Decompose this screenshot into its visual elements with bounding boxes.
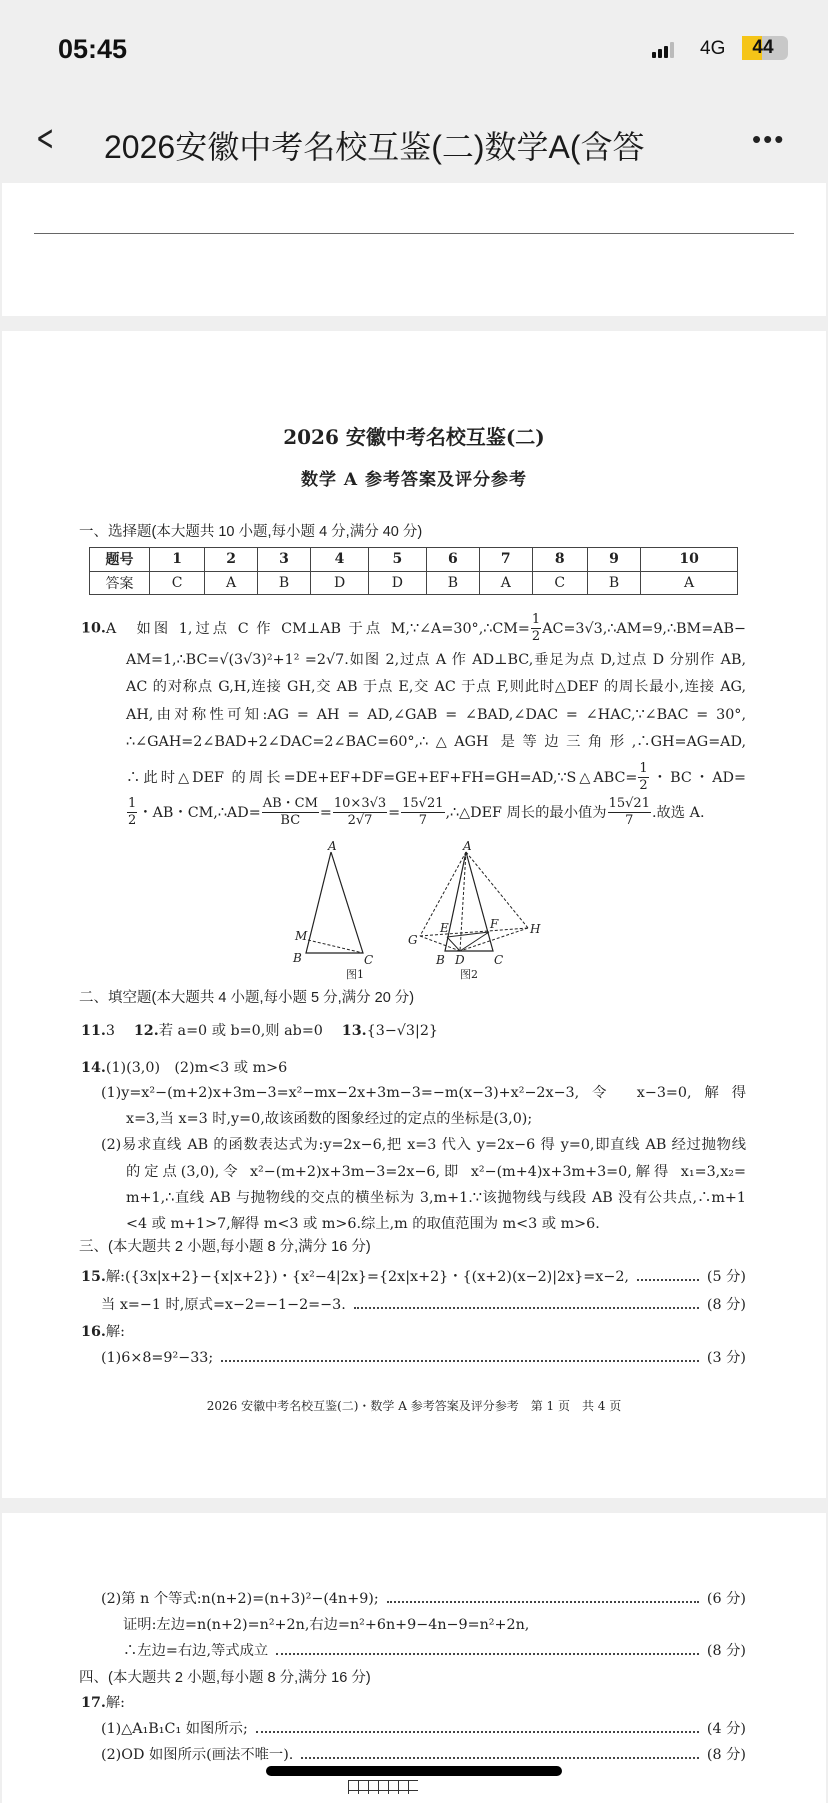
fig2-label-g: G <box>408 933 418 947</box>
fig1-label-c: C <box>364 953 374 967</box>
leader-dots <box>637 1279 699 1281</box>
battery-level: 44 <box>752 37 774 58</box>
answer-table <box>89 547 738 595</box>
q13-number: 13. <box>341 1023 367 1039</box>
score: (6 分) <box>706 1591 746 1607</box>
table-cell-number: 2 <box>205 548 258 572</box>
leader-dots <box>221 1360 699 1362</box>
fraction: $\frac{AB・CM}{BC}$ <box>262 796 318 828</box>
fig2-label-d: D <box>455 953 465 967</box>
table-cell-number: 7 <box>480 548 533 572</box>
q11-number: 11. <box>81 1023 106 1039</box>
q17-step-1: (1)△A₁B₁C₁ 如图所示; <box>101 1721 248 1737</box>
q10-text: AH,由对称性可知:AG = AH = AD,∠GAB = ∠BAD,∠DAC = ∠HAC,∵∠BAC = 30°, <box>126 707 746 723</box>
q14-text: (2)易求直线 AB 的函数表达式为:y=2x−6,把 x=3 代入 y=2x−6 得 y=0,即直线 AB 经过抛物线 <box>101 1137 746 1153</box>
table-row <box>90 548 738 572</box>
fig1-label-a: A <box>328 839 337 853</box>
q14-line <box>81 1058 287 1078</box>
q16-step-1: (1)6×8=9²−33; <box>101 1350 214 1366</box>
grid-figure <box>348 1780 418 1794</box>
q15-number: 15. <box>81 1269 106 1285</box>
table-row <box>90 571 738 595</box>
divider <box>34 233 794 234</box>
table-cell-answer: A <box>641 571 738 595</box>
table-cell-answer: D <box>368 571 426 595</box>
q10-line <box>126 677 746 697</box>
table-cell-answer: B <box>426 571 479 595</box>
q14-line <box>101 1135 746 1155</box>
table-cell-number: 6 <box>426 548 479 572</box>
fig2-label-c: C <box>494 953 504 967</box>
table-cell-number: 3 <box>257 548 310 572</box>
table-cell-answer: C <box>532 571 587 595</box>
section-1-heading: 一、选择题(本大题共 10 小题,每小题 4 分,满分 40 分) <box>79 524 423 540</box>
q10-text: A 如图 1,过点 C 作 CM⊥AB 于点 M,∵∠A=30°,∴CM= $\frac{1}{2}$ AC=3√3,∴AM=9,∴BM=AB− <box>105 612 746 644</box>
leader-dots <box>387 1601 699 1603</box>
leader-dots <box>276 1653 699 1655</box>
table-cell-number: 10 <box>641 548 738 572</box>
q16-step-2: (2)第 n 个等式:n(n+2)=(n+3)²−(4n+9); <box>101 1591 379 1607</box>
q10-text: ∴此时△DEF 的周长=DE+EF+DF=GE+EF+FH=GH=AD,∵S△ABC= $\frac{1}{2}$ ・BC・AD= <box>126 761 746 793</box>
q17-solve: 解: <box>105 1695 125 1711</box>
q12-number: 12. <box>133 1023 159 1039</box>
q10-text: $\frac{1}{2}$ ・AB・CM,∴AD= $\frac{AB・CM}{BC}$ = $\frac{10\times 3√3}{2√7}$ = $\frac{15√21}{7}$ ,∴△DEF 周长的最小值为 $\frac{15√21}{7}$ .故选 A. <box>128 796 705 828</box>
q13-answer: {3−√3|2} <box>366 1023 439 1039</box>
table-cell-answer: B <box>257 571 310 595</box>
fraction: $\frac{15√21}{7}$ <box>402 796 444 828</box>
section-2-heading: 二、填空题(本大题共 4 小题,每小题 5 分,满分 20 分) <box>79 990 415 1006</box>
q17-line-1 <box>101 1719 746 1739</box>
table-cell-answer: C <box>150 571 205 595</box>
q12-answer: 若 a=0 或 b=0,则 ab=0 <box>158 1023 323 1039</box>
table-cell-answer: B <box>587 571 640 595</box>
q14-line <box>126 1162 746 1182</box>
q10-number: 10. <box>81 620 106 637</box>
figure-1 <box>292 839 373 981</box>
q11-answer: 3 <box>105 1023 115 1039</box>
geometry-figures <box>290 839 541 985</box>
q14-text: m+1,∴直线 AB 与抛物线的交点的横坐标为 3,m+1.∵该抛物线与线段 AB 没有公共点,∴m+1 <box>126 1190 746 1206</box>
q16-solve: 解: <box>105 1324 125 1340</box>
fig2-label-f: F <box>490 917 499 931</box>
q14-line <box>126 1214 600 1234</box>
section-3-heading: 三、(本大题共 2 小题,每小题 8 分,满分 16 分) <box>79 1239 371 1255</box>
signal-icon <box>652 42 674 58</box>
figure-2 <box>408 839 541 981</box>
table-cell-number: 9 <box>587 548 640 572</box>
q14-line <box>126 1188 746 1208</box>
q14-number: 14. <box>81 1060 106 1076</box>
q10-line <box>126 650 746 670</box>
leader-dots <box>354 1307 699 1309</box>
q14-text: (1)y=x²−(m+2)x+3m−3=x²−mx−2x+3m−3=−m(x−3)+x²−2x−3,令 x−3=0,解得 <box>101 1085 746 1101</box>
chevron-left-icon[interactable]: < <box>36 118 55 159</box>
q14-line <box>101 1083 746 1103</box>
score: (8 分) <box>706 1297 746 1313</box>
score: (5 分) <box>706 1269 746 1285</box>
fig1-label-b: B <box>293 951 302 965</box>
q17-line-2 <box>101 1745 746 1765</box>
fig1-caption: 图1 <box>346 968 364 981</box>
fig1-label-m: M <box>295 929 308 943</box>
fraction: $\frac{10\times 3√3}{2√7}$ <box>333 796 387 828</box>
q14-text: x=3,当 x=3 时,y=0,故该函数的图象经过的定点的坐标是(3,0); <box>126 1111 533 1127</box>
answers-11-13 <box>81 1021 438 1041</box>
previous-page <box>2 183 826 316</box>
q14-text: <4 或 m+1>7,解得 m<3 或 m>6.综上,m 的取值范围为 m<3 或 m>6. <box>126 1216 600 1232</box>
q10-line <box>81 612 746 645</box>
fraction: $\frac{1}{2}$ <box>639 761 648 793</box>
q15-step-1: 解:({3x|x+2}−{x|x+2})・{x²−4|2x}={2x|x+2}・{(x+2)(x−2)|2x}=x−2, <box>105 1269 629 1285</box>
q16-line-4 <box>123 1641 746 1661</box>
section-4-heading: 四、(本大题共 2 小题,每小题 8 分,满分 16 分) <box>79 1670 371 1686</box>
fig2-label-e: E <box>440 921 449 935</box>
home-indicator[interactable] <box>266 1766 562 1776</box>
q10-line <box>126 796 705 829</box>
q10-text: AC 的对称点 G,H,连接 GH,交 AB 于点 E,交 AC 于点 F,则此时△DEF 的周长最小,连接 AG, <box>126 679 746 695</box>
q10-text: ∴∠GAH=2∠BAD+2∠DAC=2∠BAC=60°,∴△AGH 是等边三角形,∴GH=AG=AD, <box>126 734 746 750</box>
q16-line-2 <box>101 1589 746 1609</box>
score: (4 分) <box>706 1721 746 1737</box>
fig2-label-a: A <box>463 839 472 853</box>
q16-proof: 证明:左边=n(n+2)=n²+2n,右边=n²+6n+9−4n−9=n²+2n, <box>123 1617 530 1633</box>
battery-icon <box>742 36 788 60</box>
q14-text: (1)(3,0) (2)m<3 或 m>6 <box>105 1060 288 1076</box>
page-footer: 2026 安徽中考名校互鉴(二)・数学 A 参考答案及评分参考 第 1 页 共 4 页 <box>206 1399 622 1413</box>
fig2-label-b: B <box>436 953 445 967</box>
fig2-label-h: H <box>530 922 541 936</box>
q16-number: 16. <box>81 1324 106 1340</box>
status-time: 05:45 <box>58 34 128 64</box>
network-type: 4G <box>700 38 726 59</box>
document-title: 2026安徽中考名校互鉴(二)数学A(含答 <box>104 129 645 165</box>
q10-line <box>126 705 746 725</box>
table-cell-answer: A <box>205 571 258 595</box>
more-icon[interactable]: ••• <box>752 124 786 154</box>
score: (3 分) <box>706 1350 746 1366</box>
fig2-caption: 图2 <box>460 968 478 981</box>
fraction: $\frac{1}{2}$ <box>531 612 541 644</box>
fraction: $\frac{1}{2}$ <box>128 796 137 828</box>
leader-dots <box>301 1757 699 1759</box>
leader-dots <box>256 1731 699 1733</box>
q14-text: 的定点(3,0),令 x²−(m+2)x+3m−3=2x−6,即 x²−(m+4)x+3m+3=0,解得 x₁=3,x₂= <box>126 1164 746 1180</box>
q17-step-2: (2)OD 如图所示(画法不唯一). <box>101 1747 294 1763</box>
table-cell-number: 8 <box>532 548 587 572</box>
q15-line-2 <box>101 1295 746 1315</box>
doc-title: 2026 安徽中考名校互鉴(二) <box>283 425 545 449</box>
q15-step-2: 当 x=−1 时,原式=x−2=−1−2=−3. <box>101 1297 346 1313</box>
table-cell-answer: D <box>311 571 369 595</box>
score: (8 分) <box>706 1747 746 1763</box>
table-cell-answer: A <box>480 571 533 595</box>
q16-heading <box>81 1322 125 1342</box>
q16-line-1 <box>101 1348 746 1368</box>
score: (8 分) <box>706 1643 746 1659</box>
q17-number: 17. <box>81 1695 106 1711</box>
fraction: $\frac{15√21}{7}$ <box>608 796 650 828</box>
doc-subtitle: 数学 A 参考答案及评分参考 <box>300 470 528 490</box>
table-answer-label: 答案 <box>90 571 150 595</box>
q17-heading <box>81 1693 125 1713</box>
table-cell-number: 1 <box>150 548 205 572</box>
q10-line <box>126 732 746 752</box>
q15-line-1 <box>81 1267 746 1287</box>
table-cell-number: 4 <box>311 548 369 572</box>
q10-line <box>126 761 746 794</box>
table-header-label: 题号 <box>90 548 150 572</box>
q10-text: AM=1,∴BC=√(3√3)²+1² =2√7.如图 2,过点 A 作 AD⊥BC,垂足为点 D,过点 D 分别作 AB, <box>126 652 746 668</box>
q16-conclusion: ∴左边=右边,等式成立 <box>123 1643 269 1659</box>
q14-line <box>126 1109 532 1129</box>
table-cell-number: 5 <box>368 548 426 572</box>
